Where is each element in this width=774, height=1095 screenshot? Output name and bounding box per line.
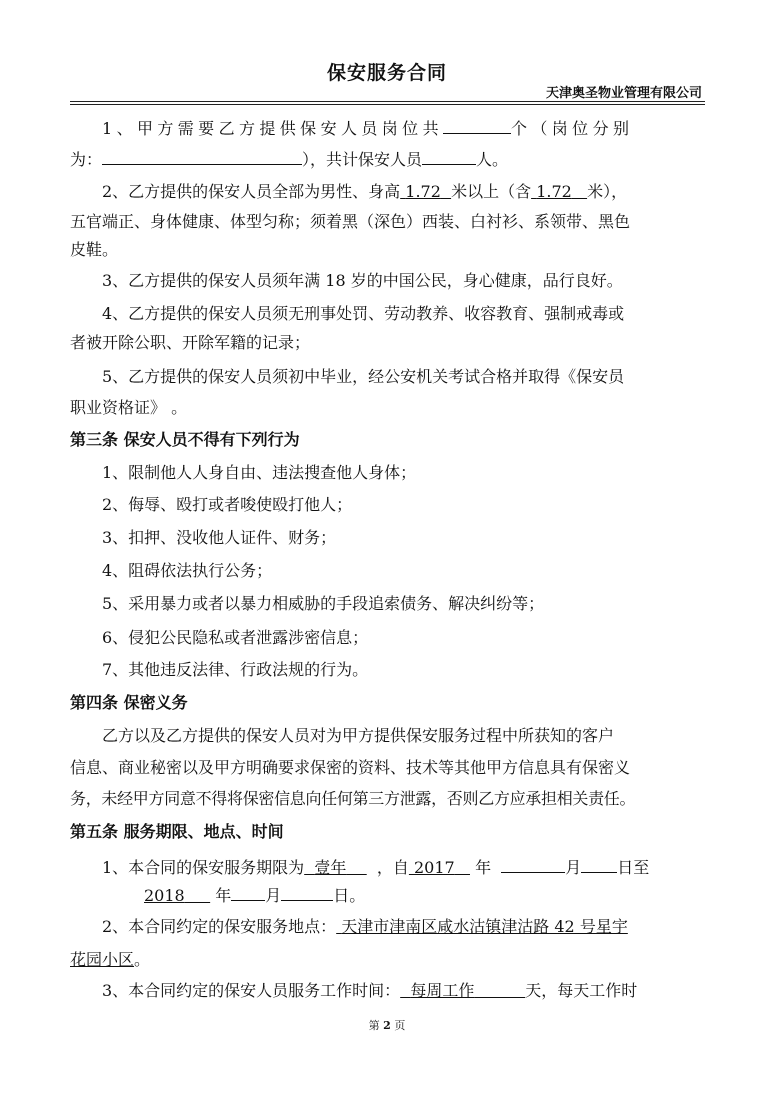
blank-field [581,855,617,873]
clause-line: 1、限制他人人身自由、违法搜查他人身体； [102,463,417,482]
line-text: 日。 [333,886,366,905]
clause-line: 3、乙方提供的保安人员须年满 18 岁的中国公民，身心健康，品行良好。 [102,271,623,290]
clause-line: 乙方以及乙方提供的保安人员对为甲方提供保安服务过程中所获知的客户 [102,726,615,745]
line-text: 日至 [617,858,650,877]
filled-value: 2018 [144,886,185,905]
blank-field [281,883,333,901]
blank-field [501,855,565,873]
clause-line: 4、乙方提供的保安人员须无刑事处罚、劳动教养、收容教育、强制戒毒或 [102,304,625,323]
line-text: ，自 [376,858,409,877]
clause-line: 皮鞋。 [70,240,119,259]
filled-value: 每周工作 [410,981,475,1000]
line-text: 2、本合同约定的保安服务地点： [102,917,337,936]
clause-line: 者被开除公职、开除军籍的记录； [70,333,311,352]
filled-value: 天津市津南区咸水沽镇津沽路 42 号星宇 [341,917,628,936]
clause-line [70,981,736,1001]
clause-line [70,182,736,202]
document-title: 保安服务合同 [326,62,447,84]
filled-value: 1.72 [405,182,441,201]
clause-line: 7、其他违反法律、行政法规的行为。 [102,660,369,679]
line-text: 为： [70,150,103,169]
line-text: 2、乙方提供的保安人员全部为男性、身高 [102,182,401,201]
line-text: 个（岗位分别 [510,119,634,138]
clause-line: 4、阻碍依法执行公务； [102,561,273,580]
section-heading: 第四条 保密义务 [70,693,188,712]
filled-value: 花园小区 [70,950,135,969]
line-text: 3、本合同约定的保安人员服务工作时间： [102,981,401,1000]
clause-line [70,147,704,170]
clause-line: 5、乙方提供的保安人员须初中毕业，经公安机关考试合格并取得《保安员 [102,367,625,386]
filled-value: 壹年 [314,858,347,877]
line-text: 月 [565,858,582,877]
clause-line: 6、侵犯公民隐私或者泄露涉密信息； [102,628,369,647]
blank-field [102,147,302,165]
clause-line [70,855,736,878]
line-text: 1、甲方需要乙方提供保安人员岗位共 [102,119,443,138]
company-name: 天津奥圣物业管理有限公司 [545,86,702,101]
clause-line [70,950,704,970]
blank-field [231,883,265,901]
clause-line [70,883,774,906]
line-text: 1、本合同的保安服务期限为 [102,858,305,877]
line-text: 。 [134,950,151,969]
clause-line: 职业资格证》 。 [70,398,188,417]
line-text: ），共计保安人员 [302,150,423,169]
line-text: 年 [215,886,232,905]
line-text: 米以上（含 [451,182,532,201]
header-rule [70,101,705,102]
clause-line: 5、采用暴力或者以暴力相威胁的手段追索债务、解决纠纷等； [102,594,545,613]
line-text: 米）， [587,182,628,201]
line-text: 人。 [476,150,509,169]
blank-field [422,147,476,165]
line-text: 天，每天工作时 [525,981,638,1000]
clause-line: 3、扣押、没收他人证件、财务； [102,528,337,547]
section-heading: 第五条 服务期限、地点、时间 [70,822,284,841]
section-heading: 第三条 保安人员不得有下列行为 [70,430,300,449]
clause-line: 五官端正、身体健康、体型匀称；须着黑（深色）西装、白衬衫、系领带、黑色 [70,212,631,231]
line-text: 月 [265,886,282,905]
filled-value: 2017 [414,858,455,877]
clause-line: 务，未经甲方同意不得将保密信息向任何第三方泄露，否则乙方应承担相关责任。 [70,789,636,808]
page-number: 第 2 页 [368,1019,406,1032]
clause-line [70,917,736,937]
clause-line: 2、侮辱、殴打或者唆使殴打他人； [102,495,353,514]
header-rule-thin [70,104,705,105]
line-text: 年 [475,858,492,877]
clause-line [70,116,736,139]
filled-value: 1.72 [536,182,572,201]
clause-line: 信息、商业秘密以及甲方明确要求保密的资料、技术等其他甲方信息具有保密义 [70,758,631,777]
blank-field [443,116,511,134]
